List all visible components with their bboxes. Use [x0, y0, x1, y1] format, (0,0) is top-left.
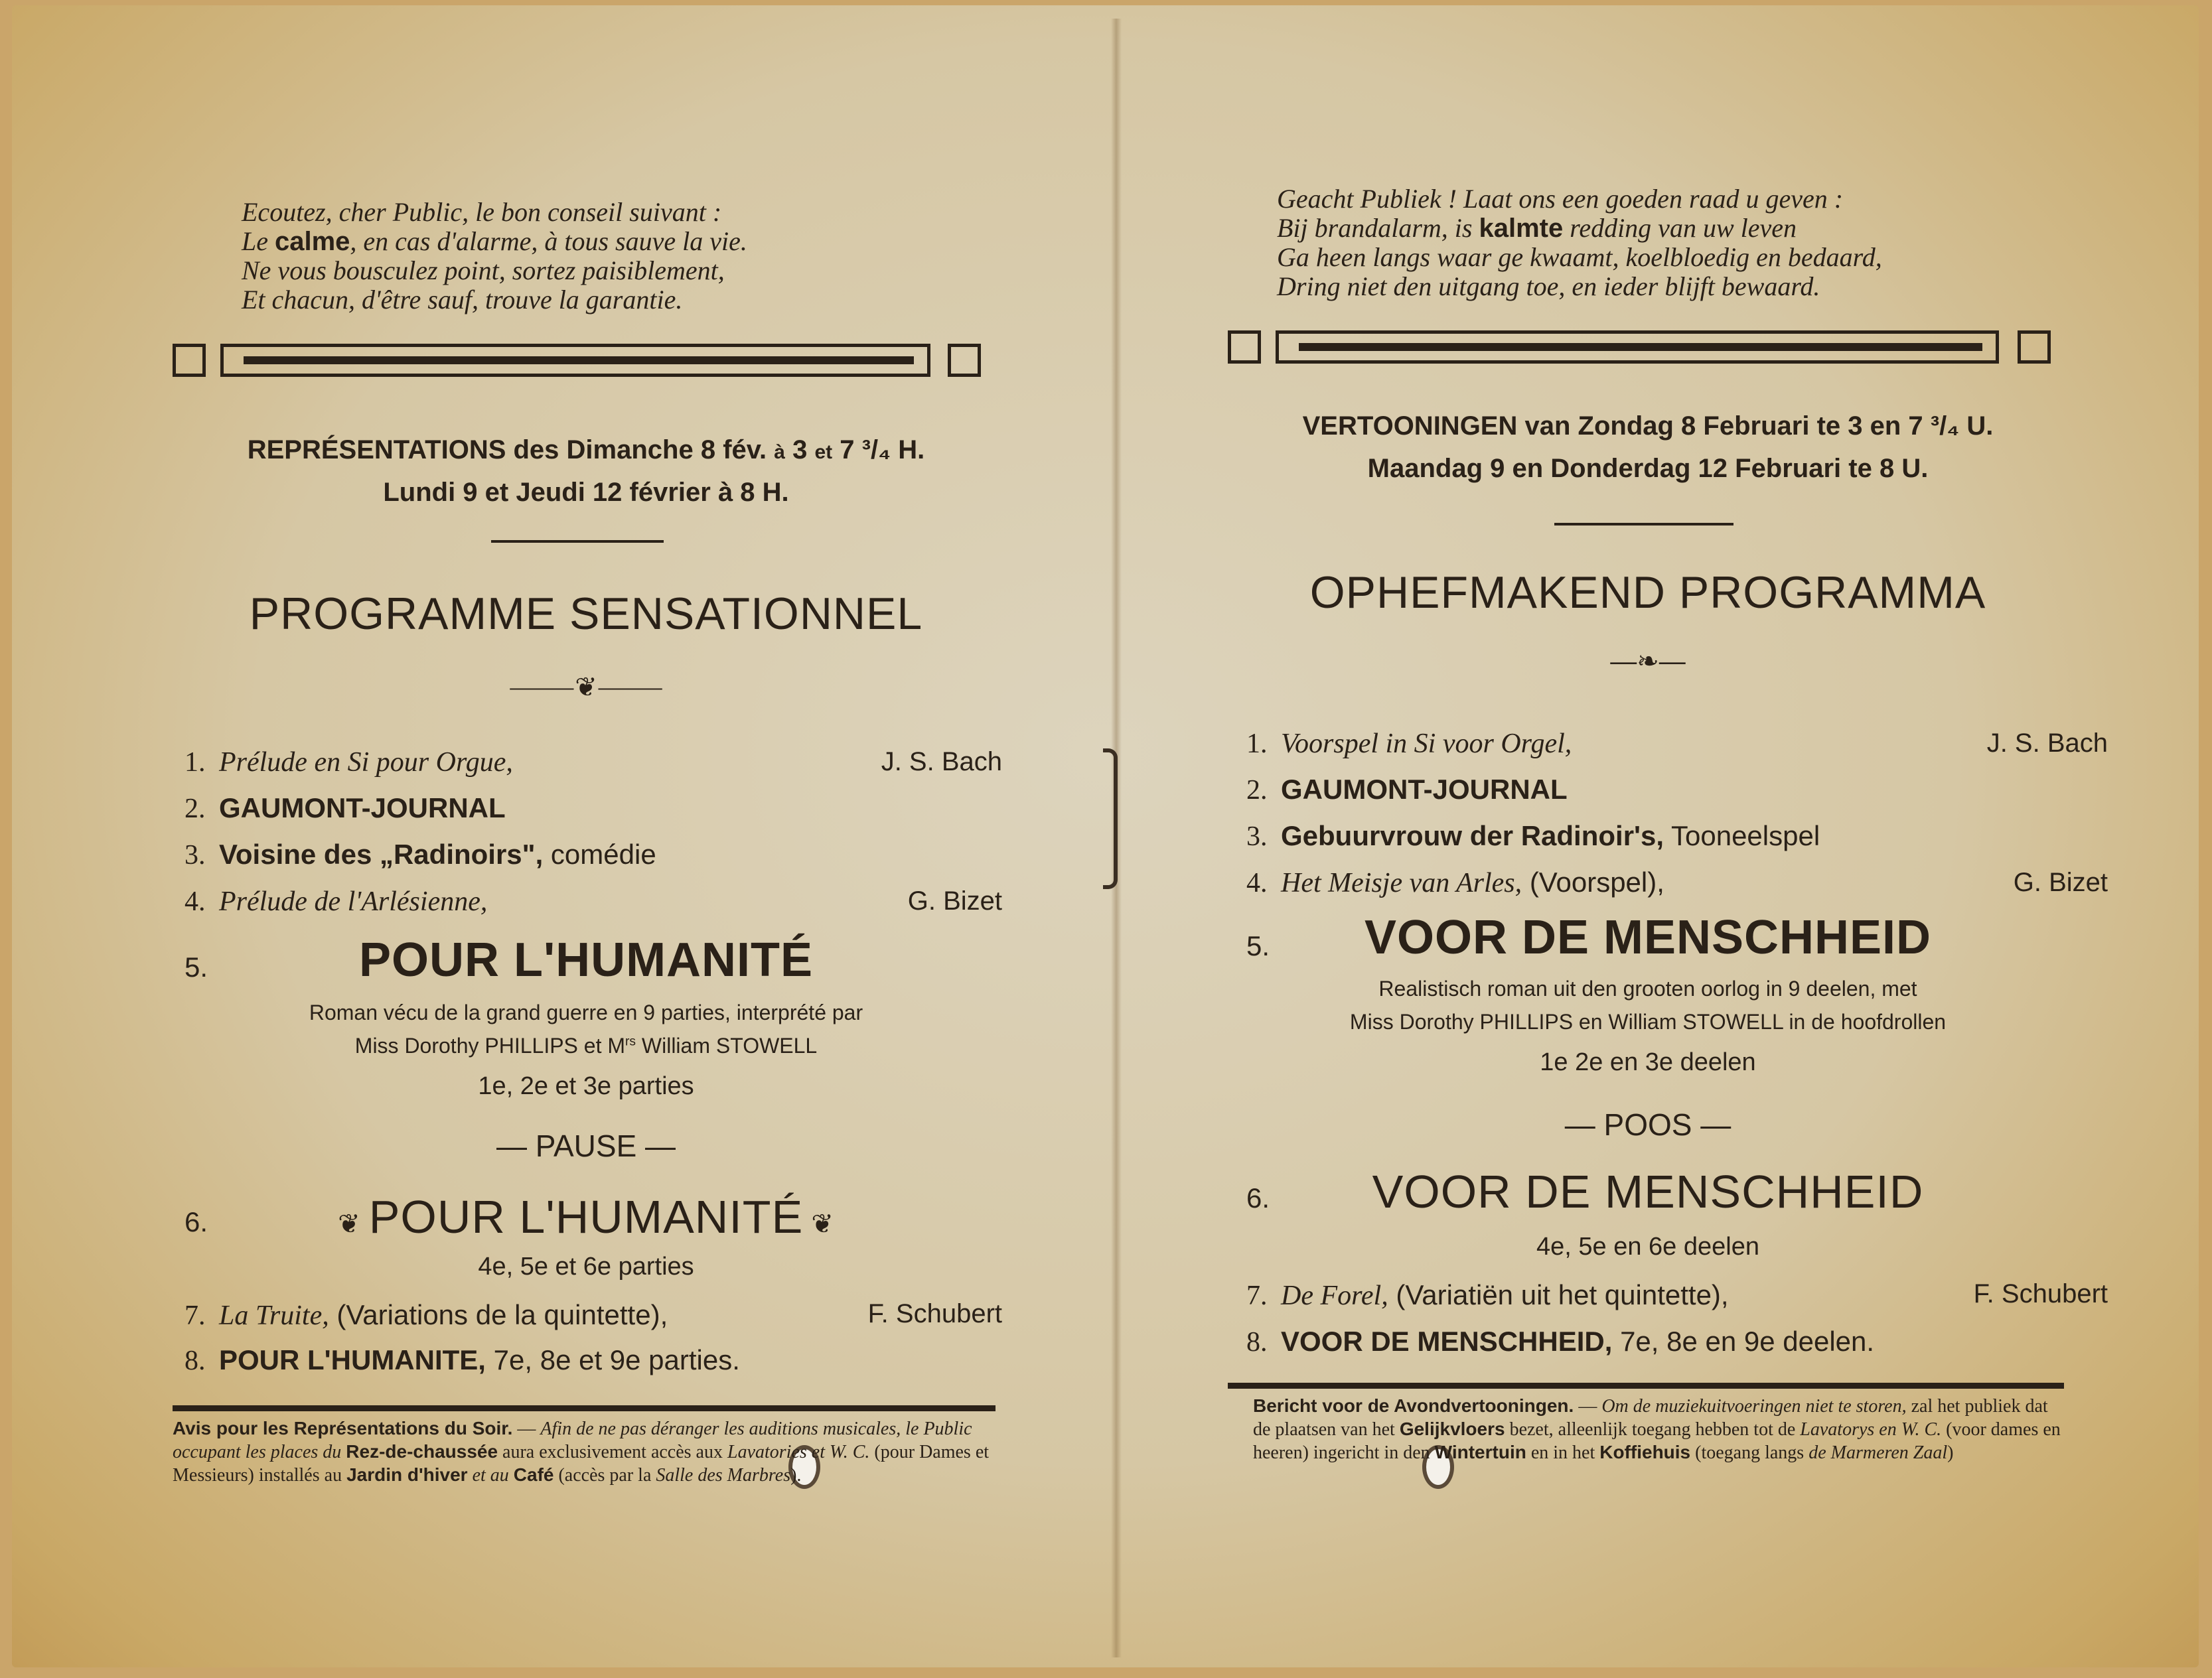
- program-item-5-num: 5.: [184, 951, 208, 983]
- thick-rule: [1228, 1383, 2064, 1389]
- program-item-4: 4. Prélude de l'Arlésienne,: [184, 886, 488, 917]
- composer: G. Bizet: [907, 886, 1002, 916]
- ornament-icon: —❧—: [1610, 647, 1686, 676]
- composer: J. S. Bach: [1986, 729, 2108, 758]
- performance-dates-nl: VERTOONINGEN van Zondag 8 Februari te 3 en 7 ³/₄ U.: [1302, 411, 1994, 441]
- composer: F. Schubert: [867, 1299, 1002, 1328]
- program-item-5-num: 5.: [1246, 930, 1270, 961]
- flourish-icon: ❦: [338, 1210, 369, 1239]
- short-rule: [491, 540, 664, 543]
- composer: G. Bizet: [2013, 868, 2108, 897]
- page-french: [131, 5, 1193, 1664]
- feature-description: Roman vécu de la grand guerre en 9 parties, interprété par: [309, 1001, 863, 1024]
- intermission: — POOS —: [1564, 1107, 1732, 1142]
- page-dutch: [1207, 5, 2212, 1664]
- thick-rule: [173, 1405, 995, 1411]
- feature-title: POUR L'HUMANITÉ: [358, 934, 814, 987]
- feature-title-2: VOOR DE MENSCHHEID: [1372, 1166, 1924, 1218]
- program-item-2: 2. GAUMONT-JOURNAL: [1246, 774, 1568, 805]
- program-item-7: 7. La Truite, (Variations de la quintette),: [184, 1299, 668, 1331]
- safety-poem-nl: Geacht Publiek ! Laat ons een goeden raad u geven : Bij brandalarm, is kalmte redding van uw leven Ga heen langs waar ge kwaamt, koelbloedig en bedaard, Dring niet den uitgang toe, en ieder blijft bewaard.: [1277, 184, 1882, 301]
- feature-cast: Miss Dorothy PHILLIPS et $M^{rs}$ William STOWELL: [354, 1034, 818, 1058]
- program-title-nl: OPHEFMAKEND PROGRAMMA: [1309, 567, 1986, 618]
- program-item-3: 3. Gebuurvrouw der Radinoir's, Tooneelspel: [1246, 820, 1820, 852]
- composer: F. Schubert: [1973, 1279, 2108, 1308]
- safety-poem-fr: Ecoutez, cher Public, le bon conseil suivant : Le calme, en cas d'alarme, à tous sauve la vie. Ne vous bousculez point, sortez paisiblement, Et chacun, d'être sauf, trouve la garantie.: [242, 197, 747, 315]
- program-item-8: 8. POUR L'HUMANITE, 7e, 8e et 9e parties.: [184, 1344, 740, 1376]
- feature-description: Realistisch roman uit den grooten oorlog in 9 deelen, met: [1378, 977, 1917, 1001]
- feature-parts-2: 4e, 5e en 6e deelen: [1536, 1233, 1759, 1261]
- feature-title: VOOR DE MENSCHHEID: [1364, 911, 1932, 964]
- program-item-7: 7. De Forel, (Variatiën uit het quintette),: [1246, 1279, 1729, 1311]
- divider-nl: [1228, 330, 2064, 365]
- performance-dates-fr-2: Lundi 9 et Jeudi 12 février à 8 H.: [383, 478, 789, 507]
- composer: J. S. Bach: [881, 747, 1002, 776]
- divider-fr: [173, 344, 995, 378]
- intermission: — PAUSE —: [496, 1129, 676, 1163]
- short-rule: [1554, 523, 1733, 525]
- performance-dates-fr: REPRÉSENTATIONS des Dimanche 8 fév. à 3 et 7 ³/₄ H.: [247, 435, 925, 464]
- program-item-4: 4. Het Meisje van Arles, (Voorspel),: [1246, 867, 1664, 898]
- program-title-fr: PROGRAMME SENSATIONNEL: [249, 589, 923, 639]
- program-item-6-num: 6.: [184, 1206, 208, 1237]
- feature-cast: Miss Dorothy PHILLIPS en William STOWELL in de hoofdrollen: [1349, 1010, 1947, 1034]
- program-item-6-num: 6.: [1246, 1182, 1270, 1214]
- program-item-8: 8. VOOR DE MENSCHHEID, 7e, 8e en 9e deelen.: [1246, 1326, 1875, 1358]
- evening-notice-fr: Avis pour les Représentations du Soir. — Afin de ne pas déranger les auditions musicales, le Public occupant les places du Rez-de-chaussée aura exclusivement accès aux Lavatories et W. C. (pour Dames et Messieurs) installés au Jardin d'hiver et au Café (accès par la Salle des Marbres).: [173, 1418, 990, 1486]
- feature-title-2: ❦ POUR L'HUMANITÉ ❦: [338, 1191, 834, 1243]
- program-item-2: 2. GAUMONT-JOURNAL: [184, 792, 506, 824]
- program-item-1: 1. Prélude en Si pour Orgue,: [184, 747, 513, 778]
- program-booklet: [12, 5, 2199, 1667]
- evening-notice-nl: Bericht voor de Avondvertooningen. — Om de muziekuitvoeringen niet te storen, zal het publiek dat de plaatsen van het Gelijkvloers bezet, alleenlijk toegang hebben tot de Lavatorys en W. C. (voor dames en heeren) ingericht in den Wintertuin en in het Koffiehuis (toegang langs de Marmeren Zaal): [1253, 1395, 2061, 1463]
- program-item-1: 1. Voorspel in Si voor Orgel,: [1246, 729, 1572, 759]
- ornament-icon: ⸻❦⸻: [508, 673, 664, 702]
- program-item-3: 3. Voisine des „Radinoirs", comédie: [184, 839, 656, 871]
- feature-parts: 1e, 2e et 3e parties: [478, 1072, 694, 1100]
- feature-parts: 1e 2e en 3e deelen: [1540, 1048, 1756, 1076]
- flourish-icon: ❦: [803, 1210, 834, 1239]
- performance-dates-nl-2: Maandag 9 en Donderdag 12 Februari te 8 U.: [1367, 454, 1929, 483]
- feature-parts-2: 4e, 5e et 6e parties: [478, 1253, 694, 1281]
